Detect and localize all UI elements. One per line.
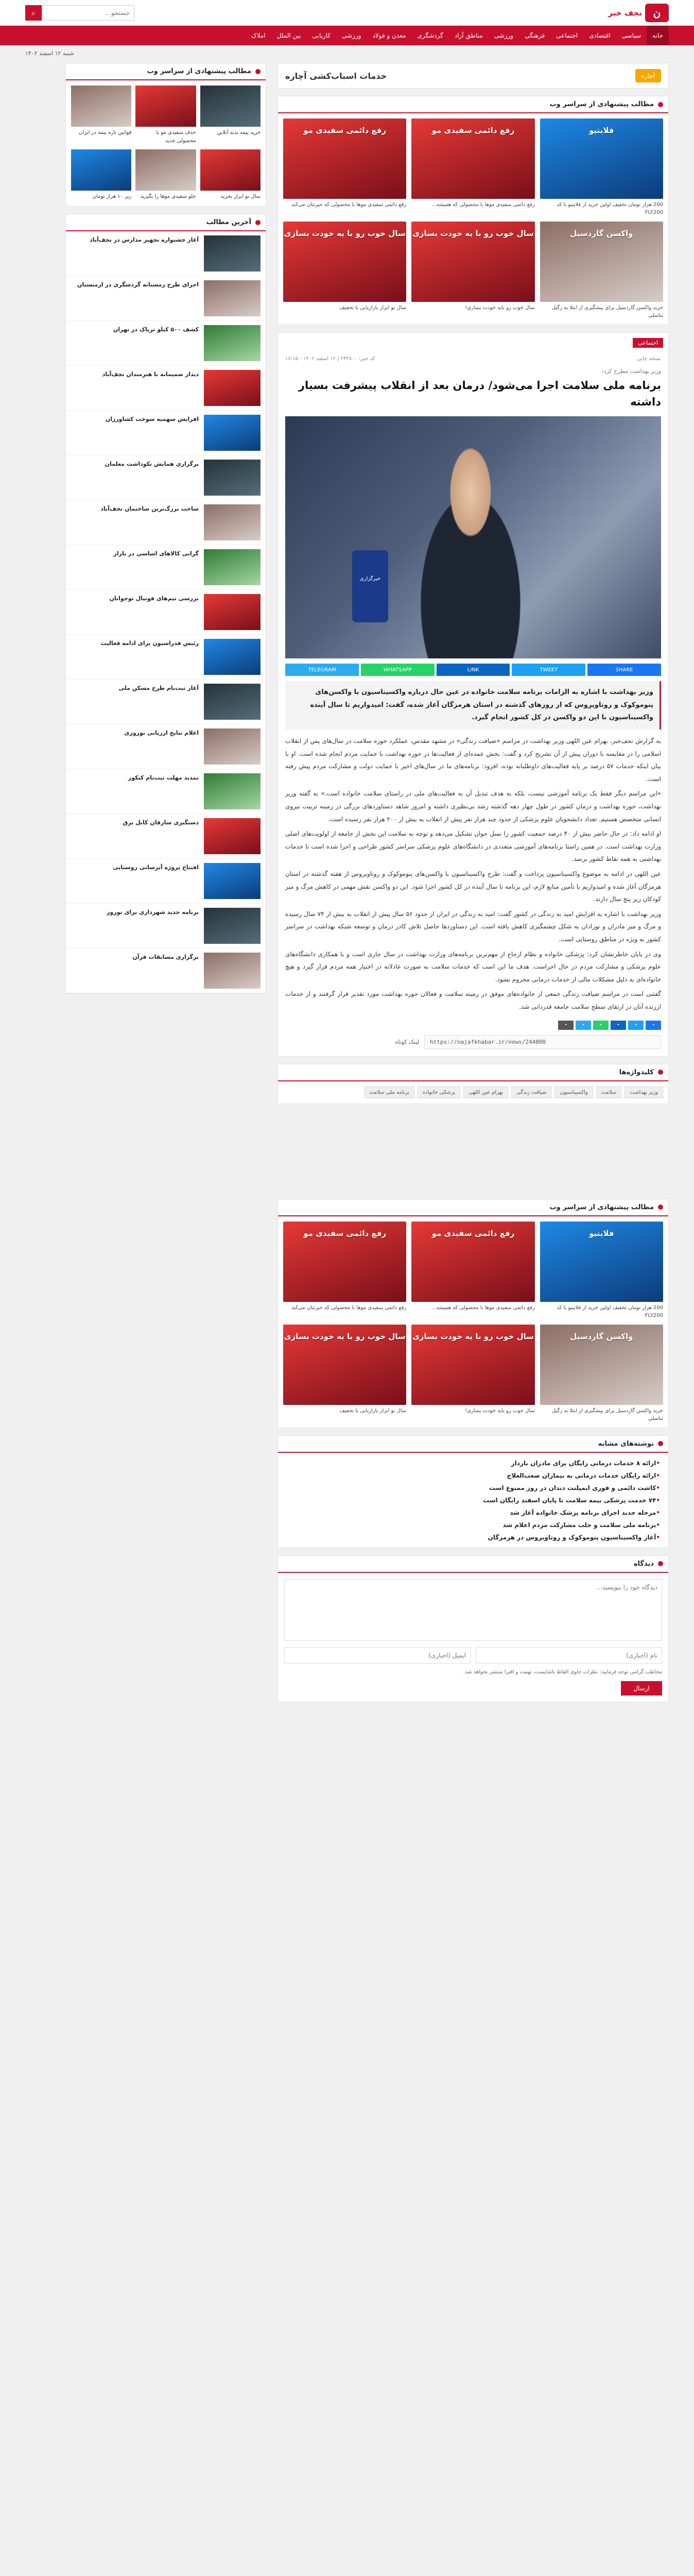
- nav-item[interactable]: گردشگری: [417, 32, 443, 39]
- related-link[interactable]: • آغاز واکسیناسیون پنوموکوک و روتاویروس در هرمزگان: [286, 1531, 660, 1544]
- dot-icon: [255, 220, 261, 225]
- latest-news-thumb: [204, 639, 261, 675]
- latest-news-block: [65, 214, 266, 994]
- article-paragraph: وی در پایان خاطرنشان کرد: پزشکی خانواده و نظام ارجاع از مهم‌ترین برنامه‌های وزارت بهداشت در سال جاری است و با همکاری دانشگاه‌های علوم پزشکی و مشارکت مردم در حال اجراست. هدف ما این است که خدمات سلامت به صورت عادلانه در اختیار همه مردم قرار گیرد و هیچ خانواده‌ای به دلیل مشکلات مالی از خدمات درمانی محروم نشود.: [285, 950, 661, 983]
- latest-news-thumb: [204, 684, 261, 720]
- latest-news-item[interactable]: [66, 411, 266, 455]
- promo-caption: سال خوب رو باید خودت بسازی!: [465, 1408, 535, 1414]
- nav-item[interactable]: ورزشی: [342, 32, 361, 39]
- share-icon[interactable]: •: [558, 1021, 574, 1030]
- microphone: [352, 550, 388, 622]
- sidebar-web-card[interactable]: [135, 86, 196, 145]
- latest-news-title: کشف ۵۰۰ کیلو تریاک در تهران: [113, 326, 199, 333]
- sidebar-web-card[interactable]: [200, 149, 261, 201]
- nav-item[interactable]: بین الملل: [276, 32, 301, 39]
- promo-caption: خرید واکسن گاردسیل برای پیشگیری از ابتلا به زگیل تناسلی: [551, 1408, 663, 1421]
- tag-chip[interactable]: سلامت: [596, 1087, 622, 1098]
- promo-block-title: مطالب پیشنهادی از سراسر وب: [549, 1203, 654, 1211]
- related-link[interactable]: • ارائه ۸ خدمات درمانی رایگان برای مادران باردار: [286, 1457, 660, 1469]
- print-link[interactable]: نسخه چاپی: [636, 356, 661, 362]
- promo-caption: رفع دائمی سفیدی موها با محصولی که حیرتتان می‌کند: [291, 202, 407, 208]
- promo-thumb: [411, 1325, 534, 1405]
- sidebar-web-block: [65, 63, 266, 207]
- promo-card[interactable]: [283, 1222, 406, 1319]
- article-paragraph: وزیر بهداشت با اشاره به افزایش امید به زندگی در کشور گفت: امید به زندگی در ایران از حدود ۵۶ سال پیش از انقلاب به بیش از ۷۴ سال رسیده و مرگ و میر مادران و نوزادان به شکل چشمگیری کاهش یافته است. این دستاوردها حاصل تلاش کادر درمان و توسعه شبکه بهداشت در سراسر کشور به ویژه در مناطق روستایی است.: [285, 910, 662, 943]
- related-link[interactable]: • کاشت دائمی و فوری ایمپلنت دندان در روز ممنوع است: [286, 1482, 660, 1494]
- promo-thumb: [540, 222, 663, 302]
- latest-news-item[interactable]: [66, 635, 266, 680]
- promo-block-title: مطالب پیشنهادی از سراسر وب: [549, 100, 654, 108]
- sidebar-web-caption: زیر ۱۰ هزار تومان: [92, 194, 132, 199]
- promo-thumb: [411, 222, 534, 302]
- hero-label: خبرگزاری: [359, 576, 381, 582]
- latest-news-title: افتتاح پروژه آبرسانی روستایی: [113, 864, 199, 871]
- latest-news-thumb: [204, 280, 261, 316]
- related-link[interactable]: • برنامه ملی سلامت و جلب مشارکت مردم اعلام شد: [286, 1519, 660, 1531]
- promo-thumb: [411, 1222, 534, 1302]
- promo-caption: 200 هزار تومان تخفیف اولین خرید از فلایتیو با کد FLY200: [557, 202, 663, 215]
- related-link[interactable]: • ارائه رایگان خدمات درمانی به بیماران صعب‌العلاج: [286, 1469, 660, 1482]
- nav-item[interactable]: فرهنگی: [525, 32, 545, 39]
- related-link[interactable]: • مرحله جدید اجرای برنامه پزشک خانواده آغاز شد: [286, 1506, 660, 1519]
- promo-card[interactable]: [283, 1325, 406, 1422]
- top-bar: [0, 0, 694, 26]
- dot-icon: [658, 1070, 663, 1075]
- latest-news-thumb: [204, 549, 261, 585]
- latest-news-thumb: [204, 370, 261, 406]
- sidebar-web-caption: خرید بیمه بدنه آنلاین: [217, 130, 261, 135]
- nav-item[interactable]: سیاسی: [621, 32, 641, 39]
- promo-caption: 200 هزار تومان تخفیف اولین خرید از فلایتیو با کد FLY200: [557, 1304, 663, 1318]
- article-rutitr: وزیر بهداشت مطرح کرد:: [601, 368, 661, 375]
- sidebar-web-caption: حذف سفیدی مو با محصولی جدید: [156, 130, 196, 144]
- promo-card[interactable]: [283, 118, 406, 216]
- latest-news-item[interactable]: [66, 948, 266, 993]
- latest-news-thumb: [204, 325, 261, 361]
- tag-chip[interactable]: وزیر بهداشت: [624, 1087, 663, 1098]
- promo-card[interactable]: [411, 1222, 534, 1319]
- site-logo[interactable]: [608, 4, 669, 22]
- share-button[interactable]: TWEET: [512, 664, 585, 676]
- promo-thumb-caption: سال خوب رو با یه خودت بسازی: [412, 1331, 534, 1341]
- latest-news-thumb: [204, 728, 261, 765]
- article-lead: وزیر بهداشت با اشاره به الزامات برنامه سلامت خانواده در عین حال درباره واکسیناسیون با واکسن‌های پنوموکوک و روتاویروس که از روزهای گذشته در استان هرمزگان آغاز شده، گفت: امیدواریم تا سال آینده واکسیناسیون با این دو واکسن در کل کشور انجام گیرد.: [285, 681, 661, 730]
- promo-card[interactable]: [540, 1325, 663, 1422]
- sidebar-web-card[interactable]: [200, 86, 261, 145]
- latest-title: آخرین مطالب: [206, 218, 251, 226]
- latest-news-title: برگزاری همایش نکوداشت معلمان: [105, 461, 199, 467]
- dot-icon: [658, 1205, 663, 1210]
- nav-item[interactable]: اجتماعی: [556, 32, 578, 39]
- promo-card[interactable]: [283, 222, 406, 319]
- dot-icon: [658, 1441, 663, 1446]
- promo-thumb: [283, 222, 406, 302]
- sidebar-web-thumb: [135, 86, 196, 127]
- latest-news-title: برگزاری مسابقات قرآن: [132, 954, 199, 960]
- promo-thumb: [283, 118, 406, 199]
- logo-text: نجف خبر: [608, 8, 642, 18]
- comment-title: دیدگاه: [633, 1560, 654, 1568]
- share-icon[interactable]: •: [593, 1021, 609, 1030]
- latest-news-item[interactable]: [66, 545, 266, 590]
- comment-note: مخاطب گرامی توجه فرمایید: نظرات حاوی الفاظ ناشایست، تهمت و افترا منتشر نخواهد شد.: [463, 1669, 662, 1675]
- promo-caption: رفع دائمی سفیدی موها با محصولی که همیشه...: [431, 202, 535, 208]
- promo-card[interactable]: [411, 118, 534, 216]
- latest-news-item[interactable]: [66, 321, 266, 366]
- promo-thumb: [283, 1325, 406, 1405]
- latest-news-thumb: [204, 504, 261, 540]
- latest-news-title: بررسی تیم‌های فوتبال نوجوانان: [109, 595, 199, 602]
- share-button[interactable]: SHARE: [587, 664, 661, 676]
- search-input[interactable]: [42, 5, 134, 21]
- latest-news-thumb: [204, 953, 261, 989]
- latest-news-thumb: [204, 908, 261, 944]
- promo-thumb: [283, 1222, 406, 1302]
- promo-card[interactable]: [540, 222, 663, 319]
- latest-news-thumb: [204, 594, 261, 630]
- nav-item[interactable]: ورزشی: [494, 32, 514, 39]
- latest-news-item[interactable]: [66, 904, 266, 948]
- related-link[interactable]: • ۷۴ خدمت پزشکی بیمه سلامت تا پایان اسفند رایگان است: [286, 1494, 660, 1506]
- latest-news-item[interactable]: [66, 500, 266, 545]
- tag-chip[interactable]: پزشکی خانواده: [418, 1087, 460, 1098]
- article-paragraph: عین اللهی در ادامه به موضوع واکسیناسیون پرداخت و گفت: طرح واکسیناسیون با واکسن‌های پنوموکوک و روتاویروس از هفته گذشته در استان هرمزگان آغاز شده و امیدواریم با تأمین منابع لازم، این برنامه تا سال آینده در کل کشور اجرا شود. این دو واکسن نقش مهمی در کاهش مرگ و میر کودکان زیر پنج سال دارند.: [285, 870, 661, 903]
- sidebar-web-card[interactable]: [71, 86, 131, 145]
- promo-card[interactable]: [540, 118, 663, 216]
- nav-item[interactable]: کاریابی: [312, 32, 331, 39]
- latest-news-item[interactable]: [66, 859, 266, 904]
- share-bar: [285, 664, 661, 676]
- share-button[interactable]: WHATSAPP: [361, 664, 435, 676]
- promo-caption: رفع دائمی سفیدی موها با محصولی که حیرتتان می‌کند: [291, 1304, 407, 1311]
- promo-card[interactable]: [411, 1325, 534, 1422]
- person-figure: [393, 437, 548, 658]
- latest-news-thumb: [204, 818, 261, 854]
- search-box: [25, 5, 134, 21]
- sidebar-web-caption: سال نو ابزار بخرید: [220, 194, 261, 199]
- sidebar-web-thumb: [71, 149, 131, 191]
- search-button[interactable]: [25, 5, 42, 21]
- submit-comment-button[interactable]: ارسال: [621, 1681, 662, 1696]
- tags-title: کلیدواژه‌ها: [619, 1068, 654, 1076]
- latest-news-title: اجرای طرح زمستانه گردشگری در ارمنستان: [77, 281, 199, 288]
- nav-item[interactable]: مناطق آزاد: [454, 32, 483, 39]
- dot-icon: [658, 102, 663, 107]
- top-ad-banner[interactable]: [277, 63, 669, 89]
- article-title: برنامه ملی سلامت اجرا می‌شود/ درمان بعد از انقلاب پیشرفت بسیار داشته: [298, 379, 661, 408]
- date-bar: [0, 45, 694, 61]
- sidebar-web-caption: قوانین تازه بیمه در ایران: [79, 130, 132, 135]
- latest-news-title: آغاز جشنواره تجهیز مدارس در نجف‌آباد: [90, 236, 199, 243]
- tags-box: [277, 1064, 669, 1104]
- share-button[interactable]: TELEGRAM: [285, 664, 359, 676]
- latest-news-title: دستگیری سارقان کابل برق: [123, 819, 199, 826]
- news-date: ۱۲ اسفند ۱۴۰۲ - ۱۷:۱۵: [285, 356, 336, 362]
- latest-news-thumb: [204, 235, 261, 272]
- latest-news-title: تمدید مهلت ثبت‌نام کنکور: [128, 774, 199, 781]
- latest-news-title: آغاز ثبت‌نام طرح مسکن ملی: [118, 685, 199, 691]
- comment-textarea[interactable]: [284, 1579, 662, 1641]
- promo-thumb: [540, 1222, 663, 1302]
- name-field[interactable]: [476, 1647, 662, 1664]
- dot-icon: [255, 69, 261, 74]
- email-field[interactable]: [284, 1647, 471, 1664]
- sidebar-web-thumb: [71, 86, 131, 127]
- promo-caption: رفع دائمی سفیدی موها با محصولی که همیشه...: [431, 1304, 535, 1311]
- promo-thumb-caption: رفع دائمی سفیدی مو: [431, 126, 515, 135]
- latest-news-title: گرانی کالاهای اساسی در بازار: [113, 550, 199, 557]
- comment-box: [277, 1555, 669, 1702]
- promo-thumb: [540, 118, 663, 199]
- promo-caption: سال نو ابزار بازاریابی با تخفیف: [339, 1408, 407, 1414]
- latest-news-thumb: [204, 460, 261, 496]
- sidebar-web-card[interactable]: [135, 149, 196, 201]
- nav-item[interactable]: املاک: [251, 32, 266, 39]
- nav-item[interactable]: اقتصادی: [589, 32, 611, 39]
- latest-news-thumb: [204, 863, 261, 899]
- promo-caption: سال نو ابزار بازاریابی با تخفیف: [339, 305, 407, 311]
- latest-news-title: رئیس فدراسیون برای ادامه فعالیت: [100, 640, 199, 647]
- promo-card[interactable]: [540, 1222, 663, 1319]
- promo-thumb-caption: واکسن گاردسیل: [570, 229, 633, 238]
- promo-caption: سال خوب رو باید خودت بسازی!: [465, 305, 535, 311]
- latest-news-item[interactable]: [66, 276, 266, 321]
- sidebar-web-thumb: [200, 149, 261, 191]
- ad-cta-button[interactable]: آچاره: [635, 69, 662, 82]
- nav-item[interactable]: خانه: [647, 26, 669, 45]
- tag-chip[interactable]: برنامه ملی سلامت: [364, 1087, 414, 1098]
- latest-news-item[interactable]: [66, 366, 266, 411]
- sidebar-web-caption: جلو سفیدی موها را بگیرید: [140, 194, 196, 199]
- latest-news-title: اعلام نتایج ارزیابی نوروزی: [124, 730, 199, 736]
- logo-mark: ن: [645, 4, 669, 22]
- promo-thumb-caption: رفع دائمی سفیدی مو: [431, 1228, 515, 1238]
- promo-caption: خرید واکسن گاردسیل برای پیشگیری از ابتلا به زگیل تناسلی: [551, 305, 663, 318]
- tag-chip[interactable]: واکسیناسیون: [554, 1087, 593, 1098]
- tag-chip[interactable]: بهرام عین اللهی: [463, 1087, 508, 1098]
- latest-news-thumb: [204, 773, 261, 809]
- latest-news-item[interactable]: [66, 590, 266, 635]
- short-link-label: لینک کوتاه: [395, 1038, 419, 1045]
- promo-thumb-caption: رفع دائمی سفیدی مو: [303, 1228, 387, 1238]
- related-title: نوشته‌های مشابه: [598, 1439, 654, 1448]
- category-badge[interactable]: اجتماعی: [633, 338, 663, 348]
- share-icon[interactable]: •: [611, 1021, 626, 1030]
- promo-thumb-caption: سال خوب رو با یه خودت بسازی: [284, 1331, 406, 1341]
- latest-news-item[interactable]: [66, 455, 266, 500]
- promo-card[interactable]: [411, 222, 534, 319]
- latest-news-title: برنامه جدید شهرداری برای نوروز: [107, 909, 199, 916]
- main-navigation: [0, 26, 694, 45]
- dot-icon: [658, 1561, 663, 1566]
- sidebar-web-card[interactable]: [71, 149, 131, 201]
- share-icon[interactable]: •: [628, 1021, 644, 1030]
- article-hero-image: [285, 416, 661, 658]
- promo-thumb-caption: سال خوب رو با یه خودت بسازی: [412, 229, 534, 238]
- share-button[interactable]: LINK: [437, 664, 510, 676]
- nav-item[interactable]: معدن و فولاد: [372, 32, 406, 39]
- latest-news-thumb: [204, 415, 261, 451]
- promo-thumb-caption: فلایتیو: [589, 1228, 614, 1238]
- share-icon[interactable]: •: [576, 1021, 591, 1030]
- latest-news-title: ساخت بزرگ‌ترین ساختمان نجف‌آباد: [100, 505, 199, 512]
- tools-row: [285, 1021, 661, 1030]
- short-link-input[interactable]: https://najafkhabar.ir/news/244800: [424, 1035, 661, 1049]
- article-paragraph: او ادامه داد: در حال حاضر بیش از ۴۰ درصد جمعیت کشور را نسل جوان تشکیل می‌دهد و توجه به سلامت این بخش از جامعه از اولویت‌های اصلی وزارت بهداشت است. در همین راستا برنامه‌های آموزشی متعددی در دانشگاه‌های علوم پزشکی سراسر کشور طراحی و اجرا شده است تا خدمات بهداشتی به همه نقاط کشور برسد.: [285, 830, 661, 863]
- promo-thumb-caption: فلایتیو: [589, 126, 614, 135]
- web-promo-block-bottom: [277, 1199, 669, 1428]
- latest-news-title: دیدار صمیمانه با هنرمندان نجف‌آباد: [102, 371, 199, 378]
- article-box: اجتماعی نسخه چاپی کد خبر: ۲۴۴۸۰۰ | ۱۲ اسفند ۱۴۰۲ - ۱۷:۱۵ وزیر بهداشت مطرح کرد: برنامه ملی سلامت اجرا می‌شود/ درمان بعد از انقلاب پیشرفت بسیار داشته خبرگزاری SHARE TWEET LINK WHATSAPP TELEGRAM وزیر بهداشت با اشاره به الزامات برنامه سلامت خانواده در عین حال درباره واکسیناسیون با واکسن‌های پنوموکوک و روتاویروس که از روزهای گذشته در استان هرمزگان آغاز شده، گفت: امیدواریم تا سال آینده واکسیناسیون با این دو واکسن در کل کشور انجام گیرد. به گزارش نجف‌خبر، بهرام عین اللهی وزیر بهداشت در مراسم «ضیافت زندگی» در مشهد مقدس، عملکرد حوزه سلامت در سال‌های پس از انقلاب اسلامی را در مقایسه با دوران پیش از آن تشریح کرد و گفت: بخش عمده‌ای از فعالیت‌ها در حوزه بهداشت با حمایت مردم انجام شده است. او با بیان اینکه خدمات ۵۷ درصد بر پایه فعالیت‌های داوطلبانه بوده، افزود: برنامه‌های ما در سال‌های اخیر با حمایت دولت و مشارکت مردم پیش رفته است. «این مراسم دیگر فقط یک برنامه آموزشی نیست، بلکه به هدف تبدیل آن به فعالیت‌های ملی در راستای سلامت خانواده است.» به گفته وزیر بهداشت، حوزه بهداشت و درمان کشور در طول چهار دهه گذشته رشد بی‌نظیری داشته و امروز شاهد دستاوردهای بزرگی در زمینه تربیت نیروی انسانی متخصص هستیم. تعداد دانشجویان علوم پزشکی از حدود چند هزار نفر پیش از انقلاب به بیش از ۲۰۰ هزار نفر رسیده است. او ادامه داد: در حال حاضر بیش از ۴۰ درصد جمعیت کشور را نسل جوان تشکیل می‌دهد و توجه به سلامت این بخش از جامعه از اولویت‌های اصلی وزارت بهداشت است. در همین راستا برنامه‌های آموزشی متعددی در دانشگاه‌های علوم پزشکی سراسر کشور طراحی و اجرا شده است تا خدمات بهداشتی به همه نقاط کشور برسد. عین اللهی در ادامه به موضوع واکسیناسیون پرداخت و گفت: طرح واکسیناسیون با واکسن‌های پنوموکوک و روتاویروس از هفته گذشته در استان هرمزگان آغاز شده و امیدواریم با تأمین منابع لازم، این برنامه تا سال آینده در کل کشور اجرا شود. این دو واکسن نقش مهمی در کاهش مرگ و میر کودکان زیر پنج سال دارند. وزیر بهداشت با اشاره به افزایش امید به زندگی در کشور گفت: امید به زندگی در ایران از حدود ۵۶ سال پیش از انقلاب به بیش از ۷۴ سال رسیده و مرگ و میر مادران و نوزادان به شکل چشمگیری کاهش یافته است. این دستاوردها حاصل تلاش کادر درمان و توسعه شبکه بهداشت در سراسر کشور به ویژه در مناطق روستایی است. وی در پایان خاطرنشان کرد: پزشکی خانواده و نظام ارجاع از مهم‌ترین برنامه‌های وزارت بهداشت در سال جاری است و با همکاری دانشگاه‌های علوم پزشکی و مشارکت مردم در حال اجراست. هدف ما این است که خدمات سلامت به صورت عادلانه در اختیار همه مردم قرار گیرد و هیچ خانواده‌ای به دلیل مشکلات مالی از خدمات درمانی محروم نشود. گفتنی است در مراسم ضیافت زندگی جمعی از خانواده‌های موفق در زمینه سلامت و فعالان حوزه بهداشت مورد تقدیر قرار گرفتند و از خدمات ارزنده آنان در ارتقای سطح سلامت جامعه قدردانی شد. • • • • • • https://najafkhabar.ir/news/244800 لینک کوتاه: [277, 332, 669, 1057]
- promo-thumb-caption: سال خوب رو با یه خودت بسازی: [284, 229, 406, 238]
- latest-news-title: افزایش سهمیه سوخت کشاورزان: [105, 416, 199, 422]
- sidebar: [65, 63, 266, 1709]
- web-promo-block-top: [277, 96, 669, 325]
- promo-thumb: [411, 118, 534, 199]
- news-id: کد خبر: ۲۴۴۸۰۰: [340, 356, 375, 362]
- sidebar-web-title: مطالب پیشنهادی از سراسر وب: [147, 67, 251, 75]
- latest-news-item[interactable]: [66, 724, 266, 769]
- tag-chip[interactable]: ضیافت زندگی: [511, 1087, 551, 1098]
- article-paragraph: به گزارش نجف‌خبر، بهرام عین اللهی وزیر بهداشت در مراسم «ضیافت زندگی» در مشهد مقدس، عملکرد حوزه سلامت در سال‌های پس از انقلاب اسلامی را در مقایسه با دوران پیش از آن تشریح کرد و گفت: بخش عمده‌ای از فعالیت‌ها در حوزه بهداشت با حمایت مردم انجام شده است. او با بیان اینکه خدمات ۵۷ درصد بر پایه فعالیت‌های داوطلبانه بوده، افزود: برنامه‌های ما در سال‌های اخیر با حمایت دولت و مشارکت مردم پیش رفته است.: [285, 737, 662, 783]
- latest-news-item[interactable]: [66, 769, 266, 814]
- current-date: شنبه ۱۲ اسفند ۱۴۰۲: [25, 49, 74, 57]
- article-paragraph: «این مراسم دیگر فقط یک برنامه آموزشی نیست، بلکه به هدف تبدیل آن به فعالیت‌های ملی در راستای سلامت خانواده است.» به گفته وزیر بهداشت، حوزه بهداشت و درمان کشور در طول چهار دهه گذشته رشد بی‌نظیری داشته و امروز شاهد دستاوردهای بزرگی در زمینه تربیت نیروی انسانی متخصص هستیم. تعداد دانشجویان علوم پزشکی از حدود چند هزار نفر پیش از انقلاب به بیش از ۲۰۰ هزار نفر رسیده است.: [285, 790, 661, 823]
- latest-news-item[interactable]: [66, 231, 266, 276]
- article-paragraph: گفتنی است در مراسم ضیافت زندگی جمعی از خانواده‌های موفق در زمینه سلامت و فعالان حوزه بهداشت مورد تقدیر قرار گرفتند و از خدمات ارزنده آنان در ارتقای سطح سلامت جامعه قدردانی شد.: [285, 990, 661, 1010]
- short-link-row: [285, 1035, 661, 1049]
- sidebar-web-thumb: [135, 149, 196, 191]
- related-box: [277, 1435, 669, 1548]
- sidebar-web-thumb: [200, 86, 261, 127]
- promo-thumb-caption: رفع دائمی سفیدی مو: [303, 126, 387, 135]
- article-body: [285, 735, 661, 1013]
- latest-news-item[interactable]: [66, 680, 266, 724]
- latest-news-item[interactable]: [66, 814, 266, 859]
- content-column: [277, 63, 669, 1709]
- ad-title: خدمات اسباب‌کشی آچاره: [285, 71, 387, 81]
- share-icon[interactable]: •: [646, 1021, 661, 1030]
- promo-thumb: [540, 1325, 663, 1405]
- search-icon: ⌕: [31, 8, 36, 17]
- promo-thumb-caption: واکسن گاردسیل: [570, 1331, 633, 1341]
